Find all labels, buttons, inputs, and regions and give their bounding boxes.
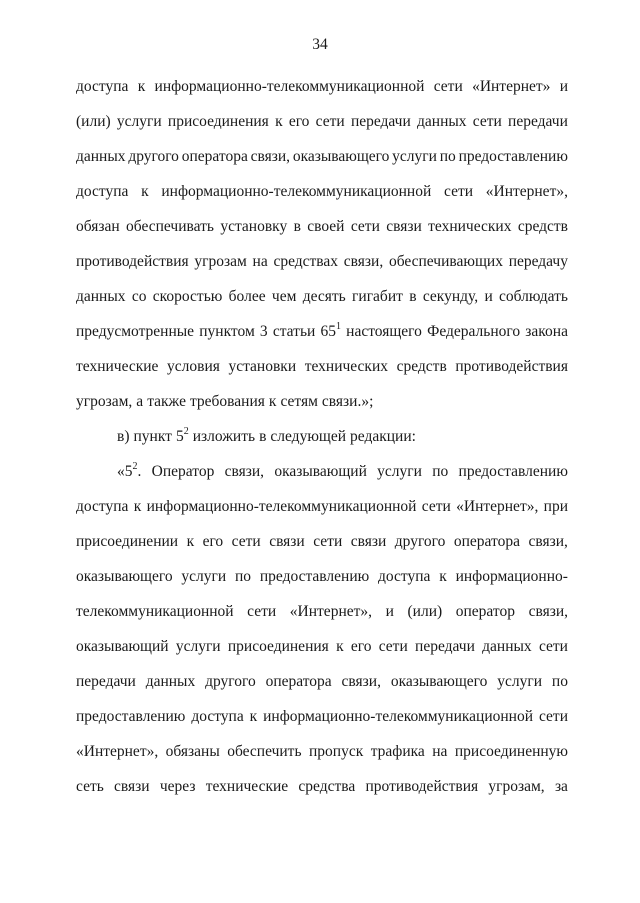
word: присоединения — [227, 638, 329, 655]
word: «Интернет» — [472, 78, 551, 95]
word: изложить — [192, 428, 256, 445]
word: информационно- — [455, 568, 568, 585]
word-with-superscript — [117, 462, 141, 482]
word: информационно-телекоммуникационной — [161, 183, 432, 200]
word: угрозам, — [488, 778, 545, 795]
word: присоединенную — [454, 743, 568, 760]
text-line — [76, 707, 568, 727]
word: к — [275, 113, 283, 130]
word: доступа — [378, 568, 431, 585]
word: оказывающий — [76, 638, 169, 655]
word: требования — [189, 393, 265, 410]
text-line — [76, 287, 568, 307]
word: закона — [525, 323, 568, 340]
word: его — [202, 533, 224, 550]
word: средств — [517, 218, 568, 235]
text-line — [117, 427, 568, 447]
word: передачи — [76, 673, 136, 690]
text-line — [76, 217, 568, 237]
text-line — [76, 742, 568, 762]
word: данных — [76, 288, 126, 305]
text-line — [76, 672, 568, 692]
word: связи, — [224, 463, 265, 480]
word: предусмотренные — [76, 323, 195, 340]
word: на — [432, 743, 448, 760]
word: сети — [247, 603, 277, 620]
word: и — [385, 603, 394, 620]
word: оказывающего — [390, 673, 488, 690]
word: по — [234, 568, 252, 585]
word: также — [147, 393, 186, 410]
word: предоставлению — [259, 568, 370, 585]
word: 5 — [175, 428, 184, 445]
word: сеть — [76, 778, 104, 795]
word: своей — [307, 218, 345, 235]
word: трафика — [370, 743, 425, 760]
word: к — [268, 393, 277, 410]
word: оказывающего — [292, 148, 390, 165]
word: пропуск — [308, 743, 364, 760]
word: настоящего — [346, 323, 422, 340]
word: связи — [114, 778, 150, 795]
text-line — [76, 182, 568, 202]
word: статьи — [272, 323, 316, 340]
superscript: 1 — [335, 321, 341, 332]
word: по — [439, 148, 456, 165]
word: к — [141, 183, 149, 200]
word: гигабит — [352, 288, 403, 305]
word: через — [159, 778, 196, 795]
word: редакции: — [350, 428, 416, 445]
word: передачи — [415, 638, 475, 655]
word: за — [554, 778, 568, 795]
word: связи — [269, 533, 305, 550]
word: технических — [304, 358, 389, 375]
word: «Интернет», — [456, 498, 539, 515]
word: угрозам — [194, 253, 247, 270]
word: 65 — [320, 323, 336, 340]
word: оказывающего — [76, 568, 173, 585]
word: передачи — [508, 113, 568, 130]
word: к — [137, 78, 146, 95]
text-line — [76, 357, 568, 377]
text-line — [76, 777, 568, 797]
word: «Интернет», — [485, 183, 568, 200]
word: присоединения — [167, 113, 269, 130]
word: его — [350, 638, 372, 655]
text-line — [76, 392, 568, 412]
word: связи, — [528, 533, 568, 550]
text-line — [117, 462, 568, 482]
word: сети — [444, 183, 474, 200]
word: «5 — [117, 463, 133, 480]
word: при — [543, 498, 568, 515]
word: . — [137, 463, 142, 480]
word: чем — [271, 288, 297, 305]
word: «Интернет», — [76, 743, 159, 760]
page-number: 34 — [312, 36, 328, 53]
word-with-superscript — [320, 322, 341, 342]
word: обеспечивающих — [388, 253, 503, 270]
word: другого — [128, 148, 179, 165]
word: сети — [433, 78, 463, 95]
word: средства — [298, 778, 356, 795]
word: сети — [538, 708, 568, 725]
text-line — [76, 77, 568, 97]
word: секунду, — [422, 288, 479, 305]
word: сетям — [280, 393, 318, 410]
word: услуги — [181, 568, 227, 585]
word: на — [252, 253, 268, 270]
word: передачу — [508, 253, 568, 270]
word: связи, — [343, 253, 384, 270]
word: противодействия — [455, 358, 568, 375]
word: услуги — [377, 463, 422, 480]
word: угрозам, — [76, 393, 133, 410]
word: (или) — [76, 113, 111, 130]
word: связи, — [528, 603, 568, 620]
word: его — [288, 113, 310, 130]
text-line — [76, 252, 568, 272]
word: обеспечить — [227, 743, 302, 760]
word: скоростью — [152, 288, 223, 305]
word: предоставлению — [76, 708, 186, 725]
word: информационно-телекоммуникационной — [146, 498, 417, 515]
word: услуги — [392, 148, 437, 165]
word: в — [409, 288, 417, 305]
text-line — [76, 322, 568, 342]
text-line — [76, 567, 568, 587]
text-line — [76, 637, 568, 657]
word: информационно-телекоммуникационной — [154, 78, 425, 95]
word: оператор — [455, 603, 515, 620]
word: со — [131, 288, 147, 305]
word: сети — [231, 533, 261, 550]
word: передачи — [350, 113, 411, 130]
word: сети — [378, 638, 408, 655]
word: оператора — [265, 673, 332, 690]
word: доступа — [76, 78, 129, 95]
word: в — [293, 218, 301, 235]
word: оператора — [181, 148, 248, 165]
word: доступа — [76, 498, 129, 515]
word: другого — [205, 673, 256, 690]
text-line — [76, 147, 568, 167]
word: к — [439, 568, 447, 585]
word: сети — [538, 638, 568, 655]
word: и — [484, 288, 493, 305]
word: данных — [76, 148, 126, 165]
word: условия — [167, 358, 220, 375]
word: противодействия — [76, 253, 189, 270]
word: технические — [205, 778, 289, 795]
word: пунктом — [199, 323, 255, 340]
word: связи, — [341, 673, 381, 690]
word: следующей — [270, 428, 347, 445]
word: данных — [145, 673, 196, 690]
word: и — [559, 78, 568, 95]
word: данных — [417, 113, 467, 130]
word: технические — [76, 358, 159, 375]
word: оператора — [453, 533, 520, 550]
word: средствах — [273, 253, 339, 270]
word: к — [133, 498, 142, 515]
word: другого — [394, 533, 446, 550]
word: Федерального — [427, 323, 521, 340]
word: связи — [350, 533, 387, 550]
word: доступа — [76, 183, 129, 200]
word: установку — [220, 218, 288, 235]
word: информационно-телекоммуникационной — [263, 708, 534, 725]
text-line — [76, 532, 568, 552]
text-line — [76, 112, 568, 132]
word: (или) — [407, 603, 443, 620]
word: телекоммуникационной — [76, 603, 234, 620]
word: «Интернет», — [289, 603, 373, 620]
word: связи — [386, 218, 422, 235]
word: в) — [117, 428, 130, 445]
word: Оператор — [151, 463, 215, 480]
word: по — [551, 673, 568, 690]
word-with-superscript — [176, 427, 189, 447]
text-line — [76, 497, 568, 517]
word: технических — [428, 218, 512, 235]
word: данных — [482, 638, 532, 655]
word: предоставлению — [458, 148, 568, 165]
word: противодействия — [365, 778, 479, 795]
word: по — [432, 463, 449, 480]
word: обеспечивать — [126, 218, 214, 235]
word: оказывающий — [274, 463, 367, 480]
word: сети — [313, 533, 343, 550]
word: услуги — [175, 638, 221, 655]
word: к — [336, 638, 344, 655]
word: к — [249, 708, 258, 725]
word: установки — [228, 358, 297, 375]
word: а — [136, 393, 144, 410]
superscript: 2 — [132, 461, 138, 472]
word: соблюдать — [499, 288, 568, 305]
word: присоединении — [76, 533, 179, 550]
word: услуги — [497, 673, 543, 690]
word: обязан — [76, 218, 120, 235]
word: сети — [350, 218, 380, 235]
word: десять — [302, 288, 346, 305]
word: связи, — [250, 148, 291, 165]
text-line — [76, 602, 568, 622]
word: пункт — [133, 428, 172, 445]
word: услуги — [116, 113, 162, 130]
word: 3 — [259, 323, 268, 340]
word: средств — [396, 358, 447, 375]
word: сети — [315, 113, 345, 130]
word: более — [228, 288, 266, 305]
word: сети — [472, 113, 502, 130]
word: в — [259, 428, 267, 445]
word: предоставлению — [458, 463, 568, 480]
superscript: 2 — [183, 426, 189, 437]
word: обязаны — [165, 743, 220, 760]
word: доступа — [191, 708, 244, 725]
word: сети — [421, 498, 451, 515]
word: к — [186, 533, 195, 550]
word: связи.»; — [321, 393, 374, 410]
